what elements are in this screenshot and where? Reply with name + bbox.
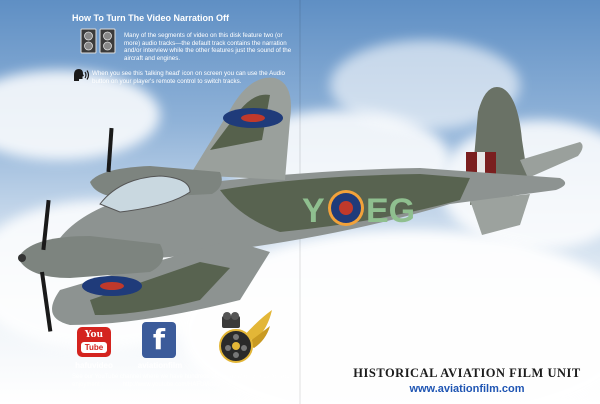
fuselage-code-right: EG xyxy=(366,192,416,230)
facebook-handle[interactable]: aviationfilm xyxy=(137,361,183,370)
wing-roundel-centre xyxy=(100,282,124,290)
film-unit-badge-icon xyxy=(212,308,272,364)
facebook-f-icon: f xyxy=(152,323,166,356)
youtube-channel-link[interactable]: http://www.youtube.com/HAFUVideo xyxy=(122,382,220,388)
youtube-you-text: You xyxy=(84,330,104,340)
wing-roundel-centre xyxy=(241,114,265,122)
fuselage-code-left: Y xyxy=(302,192,325,230)
footer-note xyxy=(72,373,292,389)
badge-camera-reel xyxy=(223,312,231,320)
engine-nacelle-lower xyxy=(18,236,163,278)
badge-reel-hole xyxy=(233,352,239,358)
youtube-tube-text: Tube xyxy=(81,342,107,353)
badge-camera-reel xyxy=(231,312,239,320)
facebook-logo[interactable] xyxy=(142,322,176,358)
brand-name: HISTORICAL AVIATION FILM UNIT xyxy=(353,366,581,380)
tailplane-upper xyxy=(520,142,583,178)
fuselage-roundel-centre xyxy=(339,201,353,215)
badge-reel-hole xyxy=(233,334,239,340)
youtube-logo[interactable] xyxy=(77,327,111,357)
narration-title: How To Turn The Video Narration Off xyxy=(72,13,229,23)
website-link[interactable]: www.aviationfilm.com xyxy=(409,383,525,395)
narration-paragraph-1: Many of the segments of video on this disk feature two (or more) audio tracks—the default track contains the narration and/or interview while the other features just the sound of the aircraft and engines. xyxy=(124,32,292,62)
propeller-blade xyxy=(106,128,113,172)
badge-reel-hole xyxy=(225,345,231,351)
badge-reel-hole xyxy=(241,345,247,351)
badge-reel-hub xyxy=(232,342,240,350)
footer-text: See our YouTube channel where we have hundreds of free aviation videos for your enjoyment : xyxy=(72,374,292,388)
propeller-blade xyxy=(40,272,52,332)
youtube-handle[interactable]: hafuvideo xyxy=(75,361,113,370)
narration-paragraph-2: When you see this 'talking head' icon on screen you can use the Audio button on your player's remote control to switch tracks. xyxy=(92,70,285,85)
spinner xyxy=(18,254,26,262)
